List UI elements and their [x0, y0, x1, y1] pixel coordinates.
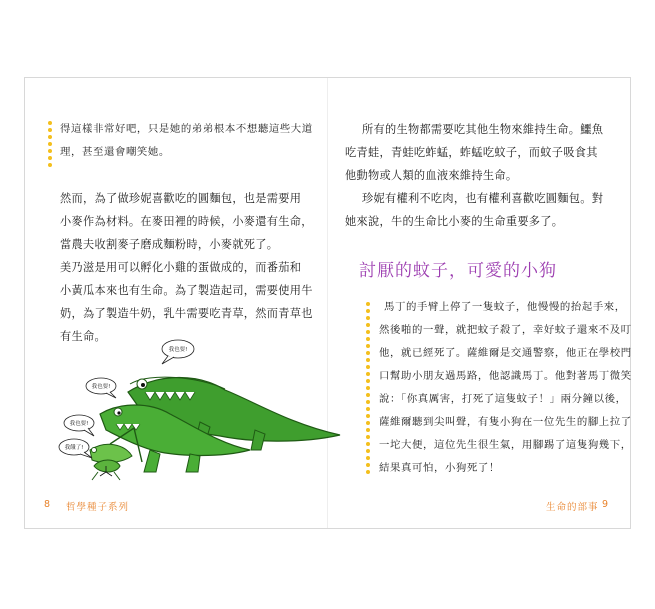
story-line: 然後啪的一聲，就把蚊子殺了，幸好蚊子還來不及叮: [379, 324, 632, 336]
body-line: 所有的生物都需要吃其他生物來維持生命。鱷魚: [362, 123, 604, 136]
story-line: 他，就已經死了。薩維爾是交通警察，他正在學校門: [379, 347, 632, 359]
body-line: 珍妮有權利不吃肉，也有權利喜歡吃圓麵包。對: [362, 192, 604, 205]
crocodile-frog-illustration: [50, 332, 342, 482]
dialogue-line: 得這樣非常好吧，只是她的弟弟根本不想聽這些大道: [60, 123, 313, 135]
page-number-right: 9: [602, 499, 610, 510]
speech-bubble: [162, 340, 194, 364]
body-line: 她來說，牛的生命比小麥的生命重要多了。: [345, 215, 564, 228]
speech-bubble: [59, 439, 92, 458]
chapter-title: 生命的部事: [546, 502, 599, 513]
story-line: 口幫助小朋友過馬路，他認識馬丁。他對著馬丁微笑: [379, 370, 632, 382]
body-line: 吃青蛙，青蛙吃蚱蜢，蚱蜢吃蚊子，而蚊子吸食其: [345, 146, 598, 159]
section-heading: 討厭的蚊子，可愛的小狗: [359, 261, 557, 281]
bubble-text: 我也要!: [91, 384, 111, 390]
bubble-text: 我也要!: [69, 421, 89, 427]
story-line: 一坨大便，這位先生很生氣，用腳踢了這隻狗幾下，: [379, 439, 632, 451]
series-title: 哲學種子系列: [66, 502, 130, 513]
body-line: 他動物或人類的血液來維持生命。: [345, 169, 518, 182]
bubble-text: 我餓了!: [64, 445, 84, 451]
page-number-left: 8: [44, 499, 52, 510]
story-line: 馬丁的手臂上停了一隻蚊子，他慢慢的抬起手來，: [384, 301, 626, 313]
speech-bubble: [64, 415, 94, 436]
body-line: 小黃瓜本來也有生命。為了製造起司，需要使用牛: [60, 284, 313, 297]
yellow-dot-border-icon: [48, 121, 52, 170]
yellow-dot-border-icon: [366, 302, 370, 477]
body-line: 有生命。: [60, 330, 106, 343]
dialogue-line: 理，甚至還會嘲笑她。: [60, 146, 170, 158]
body-line: 小麥作為材料。在麥田裡的時候，小麥還有生命，: [60, 215, 313, 228]
story-line: 結果真可怕，小狗死了！: [379, 462, 500, 474]
body-line: 美乃滋是用可以孵化小雞的蛋做成的，而番茄和: [60, 261, 302, 274]
story-line: 說：「你真厲害，打死了這隻蚊子！」兩分鐘以後，: [379, 393, 627, 405]
body-line: 當農夫收割麥子磨成麵粉時，小麥就死了。: [60, 238, 279, 251]
body-line: 奶，為了製造牛奶，乳牛需要吃青草，然而青草也: [60, 307, 313, 320]
bubble-text: 我也要!: [168, 347, 188, 353]
story-line: 薩維爾聽到尖叫聲，有隻小狗在一位先生的腳上拉了: [379, 416, 632, 428]
speech-bubble: [86, 378, 116, 398]
body-line: 然而，為了做珍妮喜歡吃的圓麵包，也是需要用: [60, 192, 302, 205]
